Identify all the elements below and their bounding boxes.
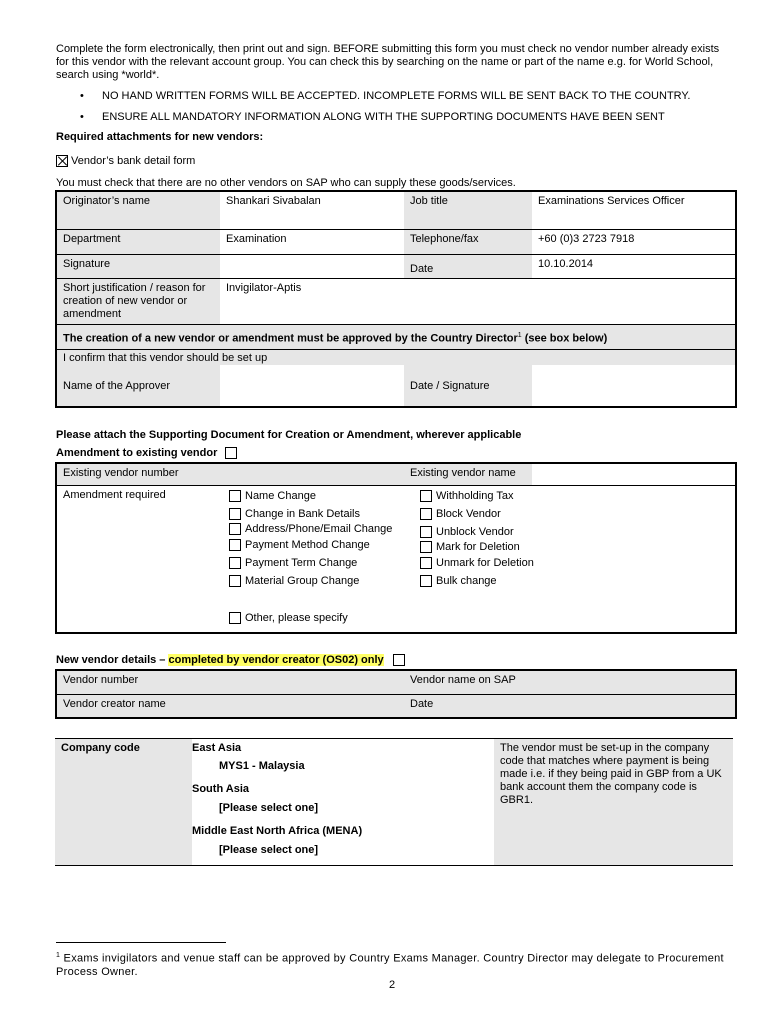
- department-value[interactable]: Examination: [220, 229, 404, 254]
- sap-note: You must check that there are no other vendors on SAP who can supply these goods/services.: [56, 177, 516, 189]
- vendor-creator-label: Vendor creator name: [56, 694, 404, 718]
- option-label: Change in Bank Details: [245, 507, 360, 520]
- option-label: Withholding Tax: [436, 489, 514, 502]
- region-name: South Asia: [192, 783, 250, 795]
- date-label: Date: [404, 254, 532, 278]
- existing-vendor-name-value[interactable]: [532, 463, 736, 485]
- approval-footnote-ref: 1: [517, 331, 522, 339]
- bullet-dot: •: [80, 90, 84, 102]
- option-label: Material Group Change: [245, 574, 360, 587]
- justification-value[interactable]: Invigilator-Aptis: [220, 278, 736, 324]
- bullet-text: NO HAND WRITTEN FORMS WILL BE ACCEPTED. INCOMPLETE FORMS WILL BE SENT BACK TO THE COUNTRY.: [102, 90, 691, 102]
- option-label: Name Change: [245, 489, 316, 502]
- telephone-label: Telephone/fax: [404, 229, 532, 254]
- option-checkbox[interactable]: [229, 539, 241, 551]
- region-value[interactable]: [Please select one]: [219, 802, 319, 814]
- vendor-name-label: Vendor name on SAP: [404, 670, 736, 694]
- new-vendor-heading-text: New vendor details –: [56, 654, 169, 666]
- attachments-heading: Required attachments for new vendors:: [56, 131, 264, 143]
- option-checkbox[interactable]: [420, 557, 432, 569]
- new-vendor-checkbox[interactable]: [393, 654, 405, 666]
- signature-value[interactable]: [220, 254, 404, 278]
- amendment-table: [55, 462, 737, 634]
- option-label: Unmark for Deletion: [436, 556, 534, 569]
- amendment-heading: [56, 447, 237, 460]
- new-vendor-date-label: Date: [404, 694, 736, 718]
- existing-vendor-name-label: Existing vendor name: [404, 463, 532, 485]
- bank-form-checkbox[interactable]: [56, 155, 68, 167]
- bullet-dot: •: [80, 111, 84, 123]
- option-label: Mark for Deletion: [436, 540, 520, 553]
- region-name: Middle East North Africa (MENA): [192, 825, 363, 837]
- approver-value[interactable]: [220, 365, 404, 407]
- option-checkbox[interactable]: [229, 508, 241, 520]
- signature-label: Signature: [56, 254, 220, 278]
- attach-supporting-heading: Please attach the Supporting Document for Creation or Amendment, wherever applicable: [56, 429, 522, 441]
- option-label: Bulk change: [436, 574, 497, 587]
- date-signature-value[interactable]: [532, 365, 736, 407]
- approval-text: The creation of a new vendor or amendment must be approved by the Country Director: [63, 332, 518, 345]
- option-checkbox[interactable]: [229, 575, 241, 587]
- company-code-note: The vendor must be set-up in the company code that matches where payment is being made i.e. if they being paid in GBP from a UK bank account them the company code is GBR1.: [494, 739, 733, 865]
- option-checkbox[interactable]: [420, 490, 432, 502]
- page-number: 2: [389, 979, 396, 991]
- footnote-text: Exams invigilators and venue staff can be approved by Country Exams Manager. Country Director may delegate to Procurement Process Owner.: [56, 952, 724, 978]
- footnote-mark: 1: [56, 952, 61, 959]
- option-checkbox[interactable]: [420, 526, 432, 538]
- existing-vendor-number-label: Existing vendor number: [56, 463, 404, 485]
- date-value[interactable]: 10.10.2014: [532, 254, 736, 278]
- new-vendor-highlight: completed by vendor creator (OS02) only: [168, 654, 384, 666]
- new-vendor-table: [55, 669, 737, 719]
- job-title-value[interactable]: Examinations Services Officer: [532, 191, 736, 229]
- justification-label: Short justification / reason for creation of new vendor or amendment: [56, 278, 220, 324]
- confirm-text: I confirm that this vendor should be set up: [56, 349, 736, 365]
- company-code-section: [55, 738, 733, 866]
- footnote-separator: [56, 942, 226, 943]
- approver-label: Name of the Approver: [56, 365, 220, 407]
- amendment-heading-text: Amendment to existing vendor: [56, 447, 218, 459]
- department-label: Department: [56, 229, 220, 254]
- originator-table: [55, 190, 737, 408]
- option-label: Other, please specify: [245, 611, 348, 624]
- approval-notice: [56, 324, 736, 349]
- date-signature-label: Date / Signature: [404, 365, 532, 407]
- option-checkbox[interactable]: [229, 523, 241, 535]
- bullet-text: ENSURE ALL MANDATORY INFORMATION ALONG WITH THE SUPPORTING DOCUMENTS HAVE BEEN SENT: [102, 111, 665, 123]
- amendment-options: [220, 485, 736, 633]
- option-checkbox[interactable]: [229, 490, 241, 502]
- option-label: Block Vendor: [436, 507, 501, 520]
- job-title-label: Job title: [404, 191, 532, 229]
- region-value[interactable]: [Please select one]: [219, 844, 319, 856]
- option-checkbox[interactable]: [229, 612, 241, 624]
- originator-name-label: Originator’s name: [56, 191, 220, 229]
- amendment-checkbox[interactable]: [225, 447, 237, 459]
- option-label: Payment Method Change: [245, 538, 370, 551]
- amendment-required-label: Amendment required: [56, 485, 220, 633]
- vendor-number-label: Vendor number: [56, 670, 404, 694]
- footnote: [56, 949, 726, 979]
- approval-suffix: (see box below): [521, 332, 608, 345]
- option-checkbox[interactable]: [420, 541, 432, 553]
- originator-name-value[interactable]: Shankari Sivabalan: [220, 191, 404, 229]
- company-code-label: Company code: [55, 739, 192, 865]
- intro-paragraph: Complete the form electronically, then print out and sign. BEFORE submitting this form you must check no vendor number already exists for this vendor with the relevant account group. You can check this by searching on the name or part of the name e.g. for World School, search using *world*.: [56, 43, 720, 81]
- company-code-regions: [192, 739, 494, 865]
- option-checkbox[interactable]: [420, 508, 432, 520]
- attachment-label: Vendor’s bank detail form: [71, 155, 196, 167]
- region-value[interactable]: MYS1 - Malaysia: [219, 760, 305, 772]
- option-checkbox[interactable]: [420, 575, 432, 587]
- region-name: East Asia: [192, 742, 242, 754]
- new-vendor-heading: [56, 654, 405, 667]
- telephone-value[interactable]: +60 (0)3 2723 7918: [532, 229, 736, 254]
- option-checkbox[interactable]: [229, 557, 241, 569]
- option-label: Unblock Vendor: [436, 525, 514, 538]
- option-label: Address/Phone/Email Change: [245, 522, 393, 535]
- option-label: Payment Term Change: [245, 556, 358, 569]
